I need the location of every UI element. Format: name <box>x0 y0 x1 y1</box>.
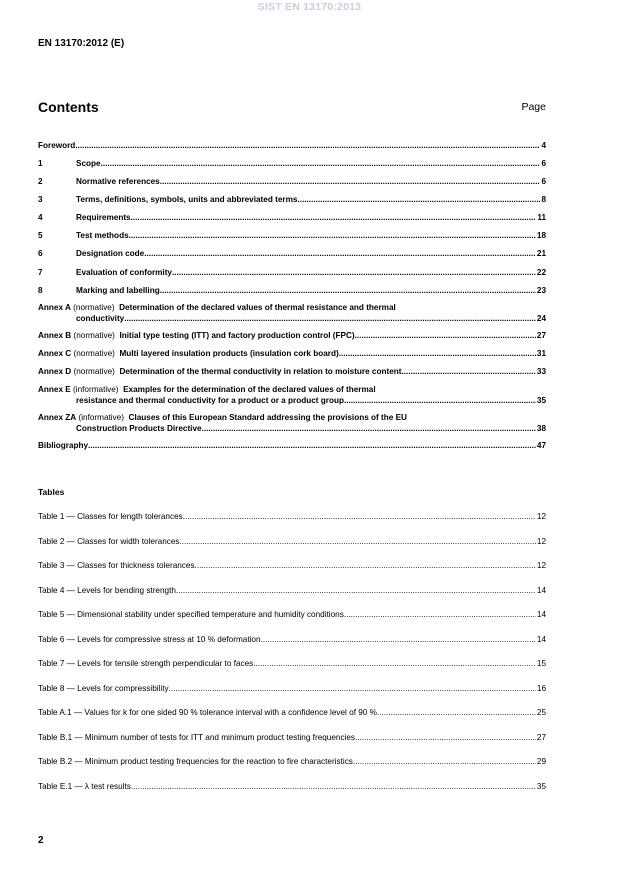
leader-dots <box>129 230 536 241</box>
list-of-tables <box>38 511 546 805</box>
table-entry-page: 35 <box>536 781 546 791</box>
toc-entry-page: 21 <box>536 249 546 259</box>
toc-entry-annex-za[interactable] <box>38 412 546 434</box>
table-entry-page: 12 <box>536 512 546 521</box>
table-entry[interactable] <box>38 658 546 669</box>
toc-entry-title: Test methods <box>76 231 129 241</box>
table-entry[interactable] <box>38 511 546 522</box>
leader-dots <box>160 285 536 296</box>
leader-dots <box>377 707 536 718</box>
toc-entry-page: 24 <box>536 314 546 324</box>
table-entry-title: Table A.1 — Values for k for one sided 90 % tolerance interval with a confidence level of 90 % <box>38 708 377 717</box>
table-entry-title: Table B.2 — Minimum product testing frequencies for the reaction to fire characteristics <box>38 757 353 766</box>
leader-dots <box>176 585 536 596</box>
toc-entry-clause-5[interactable] <box>38 230 546 241</box>
toc-entry-title-continued: conductivity <box>76 314 125 324</box>
table-entry-title: Table 8 — Levels for compressibility <box>38 683 169 693</box>
leader-dots <box>253 658 536 669</box>
annex-status: (normative) <box>71 331 120 341</box>
table-entry-title: Table 7 — Levels for tensile strength perpendicular to faces <box>38 659 254 668</box>
toc-entry-page: 22 <box>536 267 546 277</box>
toc-entry-number: 2 <box>38 176 43 186</box>
toc-entry-page: 33 <box>536 367 546 377</box>
toc-entry-clause-7[interactable] <box>38 267 546 278</box>
annex-status: (normative) <box>71 349 120 359</box>
toc-entry-title: Designation code <box>76 249 145 259</box>
toc-entry-number: 8 <box>38 285 43 295</box>
annex-status: (normative) <box>71 367 120 377</box>
toc-entry-page: 4 <box>541 141 546 150</box>
table-entry[interactable] <box>38 732 546 743</box>
table-entry[interactable] <box>38 707 546 718</box>
annex-label: Annex A <box>38 303 71 313</box>
toc-entry-page: 38 <box>536 424 546 434</box>
toc-entry-page: 18 <box>536 231 546 241</box>
leader-dots <box>75 140 540 151</box>
toc-entry-title: Examples for the determination of the declared values of thermal <box>123 385 376 395</box>
table-entry[interactable] <box>38 634 546 645</box>
toc-entry-title: Clauses of this European Standard addressing the provisions of the EU <box>128 413 407 423</box>
leader-dots <box>124 313 536 324</box>
table-entry-title: Table 1 — Classes for length tolerances <box>38 512 183 521</box>
table-entry-title: Table 5 — Dimensional stability under specified temperature and humidity conditions <box>38 610 344 619</box>
toc-entry-page: 6 <box>541 158 546 168</box>
leader-dots <box>344 395 536 406</box>
toc-entry-page: 8 <box>541 194 546 204</box>
annex-label: Annex B <box>38 331 72 341</box>
annex-label: Annex E <box>38 385 71 395</box>
table-entry-title: Table 3 — Classes for thickness tolerances <box>38 561 195 570</box>
document-id: EN 13170:2012 (E) <box>38 38 125 49</box>
toc-entry-title: Determination of the thermal conductivity in relation to moisture content <box>119 367 402 377</box>
table-entry-page: 12 <box>536 561 546 570</box>
toc-entry-page: 27 <box>536 331 546 341</box>
leader-dots <box>202 423 536 434</box>
toc-entry-number: 4 <box>38 213 43 223</box>
leader-dots <box>169 683 536 694</box>
toc-entry-bibliography[interactable] <box>38 440 546 451</box>
table-entry[interactable] <box>38 756 546 767</box>
table-entry-page: 14 <box>536 634 546 644</box>
table-entry-title: Table B.1 — Minimum number of tests for ITT and minimum product testing frequencies <box>38 732 356 742</box>
leader-dots <box>297 194 540 205</box>
leader-dots <box>88 440 536 451</box>
toc-entry-page: 6 <box>541 176 546 186</box>
toc-entry-number: 5 <box>38 231 43 241</box>
leader-dots <box>355 330 536 341</box>
toc-entry-title-continued: Construction Products Directive <box>76 424 202 434</box>
toc-entry-number: 3 <box>38 194 43 204</box>
table-entry-page: 14 <box>536 585 546 595</box>
table-entry[interactable] <box>38 560 546 571</box>
page-title: Contents <box>38 99 99 115</box>
toc-entry-title: Determination of the declared values of thermal resistance and thermal <box>119 303 396 313</box>
leader-dots <box>131 212 537 223</box>
table-entry[interactable] <box>38 683 546 694</box>
toc-entry-clause-2[interactable] <box>38 176 546 187</box>
leader-dots <box>339 348 536 359</box>
toc-entry-annex-a[interactable] <box>38 302 546 324</box>
toc-entry-title-continued: resistance and thermal conductivity for a product or a product group <box>76 396 344 406</box>
toc-entry-page: 11 <box>537 213 546 223</box>
leader-dots <box>261 634 536 645</box>
toc-entry-page: 23 <box>536 285 546 295</box>
table-entry-page: 29 <box>536 757 546 766</box>
annex-label: Annex D <box>38 367 72 377</box>
toc-entry-clause-6[interactable] <box>38 248 546 259</box>
toc-entry-title: Marking and labelling <box>76 285 160 295</box>
annex-status: (informative) <box>70 385 124 395</box>
watermark: SIST EN 13170:2013 <box>257 1 362 13</box>
toc-entry-annex-b[interactable] <box>38 330 546 341</box>
annex-status: (normative) <box>70 303 120 313</box>
toc-entry-title: Scope <box>76 158 101 168</box>
leader-dots <box>402 366 536 377</box>
toc-entry-title: Normative references <box>76 176 160 186</box>
toc-entry-clause-4[interactable] <box>38 212 546 223</box>
table-entry-page: 27 <box>536 732 546 742</box>
toc-entry-number: 6 <box>38 249 43 259</box>
leader-dots <box>131 781 536 792</box>
table-entry[interactable] <box>38 585 546 596</box>
table-entry-page: 15 <box>536 659 546 668</box>
page-number: 2 <box>38 835 44 846</box>
toc-entry-page: 31 <box>536 349 546 359</box>
table-entry-title: Table E.1 — λ test results <box>38 781 131 791</box>
toc-entry-title: Foreword <box>38 141 76 150</box>
toc-entry-annex-e[interactable] <box>38 384 546 406</box>
table-entry-page: 12 <box>536 536 546 546</box>
table-entry[interactable] <box>38 536 546 547</box>
leader-dots <box>183 511 536 522</box>
toc-entry-page: 35 <box>536 396 546 406</box>
table-entry-title: Table 6 — Levels for compressive stress at 10 % deformation <box>38 634 261 644</box>
table-entry-page: 25 <box>536 708 546 717</box>
toc-entry-clause-1[interactable] <box>38 158 546 169</box>
leader-dots <box>180 536 536 547</box>
leader-dots <box>172 267 536 278</box>
annex-label: Annex C <box>38 349 72 359</box>
toc-entry-title: Requirements <box>76 213 131 223</box>
toc-entry-annex-c[interactable] <box>38 348 546 359</box>
leader-dots <box>344 609 536 620</box>
leader-dots <box>355 732 536 743</box>
toc-entry-clause-3[interactable] <box>38 194 546 205</box>
leader-dots <box>195 560 536 571</box>
toc-entry-foreword[interactable] <box>38 140 546 151</box>
toc-entry-title: Evaluation of conformity <box>76 267 172 277</box>
table-entry-page: 14 <box>536 610 546 619</box>
annex-status: (informative) <box>76 413 129 423</box>
leader-dots <box>353 756 536 767</box>
table-of-contents <box>38 140 546 451</box>
table-entry[interactable] <box>38 609 546 620</box>
toc-entry-page: 47 <box>536 441 546 451</box>
table-entry-title: Table 2 — Classes for width tolerances <box>38 536 180 546</box>
leader-dots <box>160 176 541 187</box>
toc-entry-title: Initial type testing (ITT) and factory production control (FPC) <box>119 331 355 341</box>
leader-dots <box>144 248 536 259</box>
leader-dots <box>101 158 541 169</box>
annex-label: Annex ZA <box>38 413 77 423</box>
toc-entry-title: Terms, definitions, symbols, units and abbreviated terms <box>76 194 298 204</box>
toc-entry-title: Bibliography <box>38 441 89 451</box>
toc-entry-clause-8[interactable] <box>38 285 546 296</box>
toc-entry-title: Multi layered insulation products (insulation cork board) <box>119 349 339 359</box>
table-entry-page: 16 <box>536 683 546 693</box>
toc-entry-annex-d[interactable] <box>38 366 546 377</box>
toc-entry-number: 7 <box>38 267 43 277</box>
table-entry[interactable] <box>38 781 546 792</box>
tables-heading: Tables <box>38 487 65 497</box>
page-column-label: Page <box>521 101 546 113</box>
table-entry-title: Table 4 — Levels for bending strength <box>38 585 176 595</box>
toc-entry-number: 1 <box>38 158 43 168</box>
